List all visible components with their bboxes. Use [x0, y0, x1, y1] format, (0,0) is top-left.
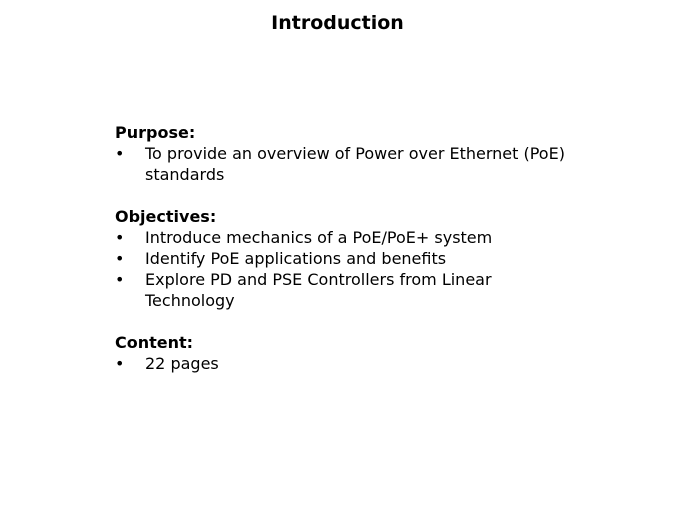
list-item [115, 227, 565, 248]
bullet-icon: • [115, 144, 125, 163]
list-item [115, 269, 565, 311]
bullet-icon: • [115, 228, 125, 247]
objectives-heading: Objectives: [115, 207, 217, 226]
purpose-list [115, 143, 565, 185]
list-item [115, 143, 565, 185]
list-item-text: Identify PoE applications and benefits [145, 249, 447, 268]
list-item [115, 353, 565, 374]
bullet-icon: • [115, 354, 125, 373]
list-item-text: Explore PD and PSE Controllers from Linear Technology [145, 270, 492, 310]
list-item [115, 248, 565, 269]
objectives-section [115, 206, 565, 311]
content-section [115, 332, 565, 374]
objectives-list [115, 227, 565, 311]
slide-title: Introduction [271, 12, 404, 34]
list-item-text: Introduce mechanics of a PoE/PoE+ system [145, 228, 493, 247]
bullet-icon: • [115, 270, 125, 289]
slide-body [115, 122, 565, 395]
bullet-icon: • [115, 249, 125, 268]
list-item-text: 22 pages [145, 354, 219, 373]
list-item-text: To provide an overview of Power over Ethernet (PoE) standards [145, 144, 565, 184]
purpose-section [115, 122, 565, 185]
content-list [115, 353, 565, 374]
purpose-heading: Purpose: [115, 123, 196, 142]
content-heading: Content: [115, 333, 194, 352]
